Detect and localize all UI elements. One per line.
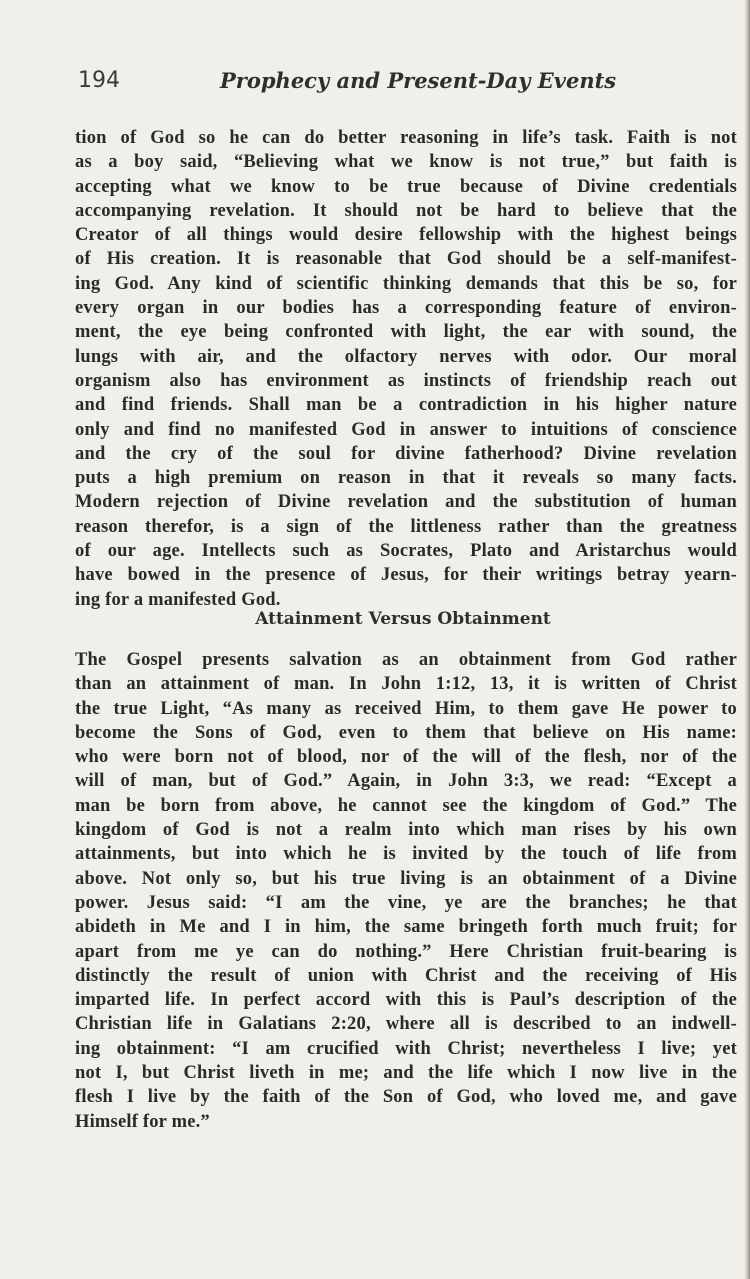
text-line: attainments, but into which he is invited by the touch of life from <box>75 844 737 865</box>
text-line: as a boy said, “Believing what we know is not true,” but faith is <box>75 152 737 173</box>
text-line: reason therefor, is a sign of the littleness rather than the greatness <box>75 516 737 537</box>
text-line: and find friends. Shall man be a contradiction in his higher nature <box>75 395 737 416</box>
text-line: power. Jesus said: “I am the vine, ye are the branches; he that <box>75 892 737 913</box>
text-line: abideth in Me and I in him, the same bringeth forth much fruit; for <box>75 917 737 938</box>
text-line: than an attainment of man. In John 1:12, 13, it is written of Christ <box>75 674 737 695</box>
text-line: only and find no manifested God in answer to intuitions of conscience <box>75 419 737 440</box>
running-title: Prophecy and Present-Day Events <box>220 68 617 93</box>
text-line: of His creation. It is reasonable that God should be a self-manifest- <box>75 249 737 270</box>
paragraph-attainment-versus-obtainment <box>75 648 737 1134</box>
text-line: apart from me ye can do nothing.” Here Christian fruit-bearing is <box>75 941 737 962</box>
text-line: and the cry of the soul for divine fatherhood? Divine revelation <box>75 443 737 464</box>
page-edge-shadow <box>744 0 750 1279</box>
text-line: kingdom of God is not a realm into which man rises by his own <box>75 820 737 841</box>
text-line: ing obtainment: “I am crucified with Christ; nevertheless I live; yet <box>75 1038 737 1059</box>
page-header <box>74 68 670 108</box>
page-number: 194 <box>78 68 120 93</box>
text-line: Modern rejection of Divine revelation and the substitution of human <box>75 492 737 513</box>
text-line: organism also has environment as instincts of friendship reach out <box>75 370 737 391</box>
text-line: who were born not of blood, nor of the will of the flesh, nor of the <box>75 747 737 768</box>
text-line: become the Sons of God, even to them that believe on His name: <box>75 722 737 743</box>
text-line: the true Light, “As many as received Him, to them gave He power to <box>75 698 737 719</box>
text-line: of our age. Intellects such as Socrates, Plato and Aristarchus would <box>75 541 737 562</box>
text-line: The Gospel presents salvation as an obtainment from God rather <box>75 650 737 670</box>
text-line: distinctly the result of union with Christ and the receiving of His <box>75 965 737 986</box>
text-line: flesh I live by the faith of the Son of God, who loved me, and gave <box>75 1087 737 1108</box>
text-line: man be born from above, he cannot see the kingdom of God.” The <box>75 795 737 816</box>
text-line: will of man, but of God.” Again, in John 3:3, we read: “Except a <box>75 771 737 792</box>
text-line: Christian life in Galatians 2:20, where all is described to an indwell- <box>75 1014 737 1035</box>
text-line: Creator of all things would desire fellowship with the highest beings <box>75 225 737 246</box>
text-line: Himself for me.” <box>75 1111 210 1132</box>
text-line: ing God. Any kind of scientific thinking demands that this be so, for <box>75 273 737 294</box>
text-line: ment, the eye being confronted with light, the ear with sound, the <box>75 322 737 343</box>
text-line: above. Not only so, but his true living is an obtainment of a Divine <box>75 868 737 889</box>
text-line: imparted life. In perfect accord with this is Paul’s description of the <box>75 990 737 1011</box>
text-line: accompanying revelation. It should not be hard to believe that the <box>75 200 737 221</box>
section-heading: Attainment Versus Obtainment <box>255 609 551 629</box>
text-line: every organ in our bodies has a corresponding feature of environ- <box>75 298 737 319</box>
text-line: lungs with air, and the olfactory nerves with odor. Our moral <box>75 346 737 367</box>
text-line: ing for a manifested God. <box>75 589 281 610</box>
text-line: tion of God so he can do better reasoning in life’s task. Faith is not <box>75 128 737 148</box>
text-line: not I, but Christ liveth in me; and the life which I now live in the <box>75 1063 737 1084</box>
text-line: puts a high premium on reason in that it reveals so many facts. <box>75 468 737 489</box>
text-line: accepting what we know to be true because of Divine credentials <box>75 176 737 197</box>
text-line: have bowed in the presence of Jesus, for their writings betray yearn- <box>75 565 737 586</box>
paragraph-faith-and-revelation <box>75 126 737 612</box>
